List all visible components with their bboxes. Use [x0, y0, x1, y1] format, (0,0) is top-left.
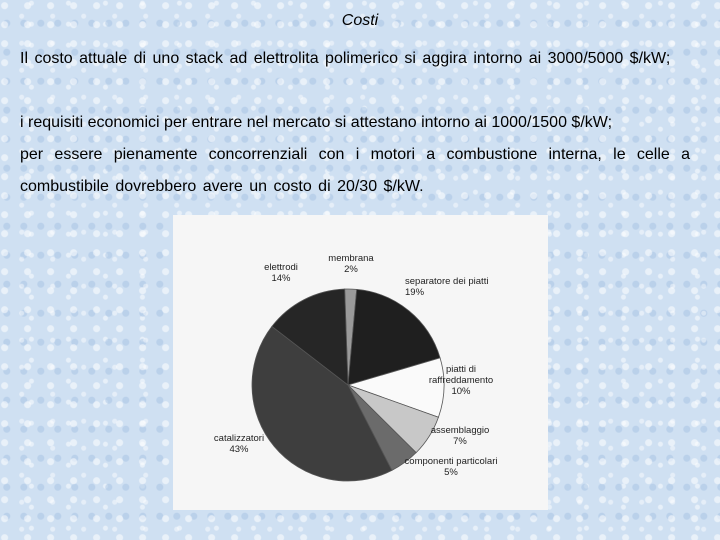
- slice-label-elettrodi: elettrodi 14%: [264, 262, 298, 284]
- paragraph-current-cost: Il costo attuale di uno stack ad elettrolita polimerico si aggira intorno ai 3000/5000 $/kW;: [20, 50, 671, 67]
- slice-label-separatore-dei-piatti: separatore dei piatti 19%: [405, 276, 489, 298]
- slice-label-piatti-di-raffreddamento: piatti di raffreddamento 10%: [428, 364, 494, 397]
- paragraph-market-requirements: i requisiti economici per entrare nel mercato si attestano intorno ai 1000/1500 $/kW;: [20, 114, 613, 131]
- paragraph-competitive-cost: per essere pienamente concorrenziali con i motori a combustione interna, le celle a combustibile dovrebbero avere un costo di 20/30 $/kW.: [20, 146, 690, 195]
- slice-label-componenti-particolari: componenti particolari 5%: [404, 456, 498, 478]
- slice-label-membrana: membrana 2%: [328, 253, 374, 275]
- slice-label-catalizzatori: catalizzatori 43%: [213, 433, 265, 455]
- cost-breakdown-chart: [173, 215, 548, 510]
- pie-chart-svg: [173, 215, 548, 510]
- slice-label-assemblaggio: assemblaggio 7%: [430, 425, 490, 447]
- slide-title: Costi: [341, 12, 379, 29]
